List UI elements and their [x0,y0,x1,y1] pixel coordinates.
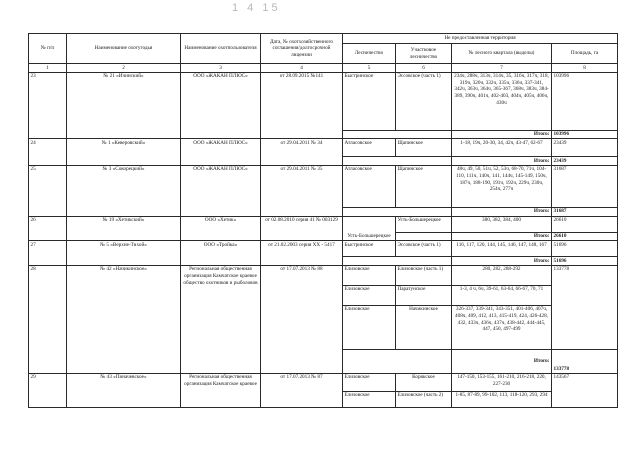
forest-quarters: 147-150, 153-155, 161-210, 216-218, 220, 227-230 [452,373,552,391]
area-value: 143567 [552,373,618,407]
header-area: Площадь, га [552,44,618,64]
hunting-ground-name: № 1 «Кеверовский» [67,139,181,166]
district-forestry: Елизовское (часть 1) [396,265,452,285]
row-number: 24 [29,139,67,166]
agreement-date: от 17.07.2013 № 87 [261,373,343,407]
row-number: 28 [29,265,67,373]
district-forestry: Паратунское [396,285,452,305]
agreement-date: от 29.04.2011 № 34 [261,139,343,166]
col-number: 2 [67,64,181,73]
forest-quarters: 116, 117, 120, 144, 145, 146, 147, 148, 167 [452,241,552,257]
area-value: 23439 [552,139,618,157]
hunting-ground-name: № 3 «Сокорецкий» [67,165,181,216]
forestry: Елизовское [343,391,396,407]
area-value: 31687 [552,165,618,207]
header-num: № п/п [29,34,67,64]
row-number: 26 [29,216,67,241]
header-row-top [29,34,618,44]
total-label: Итого: [452,207,552,216]
total-label: Итого: [452,157,552,166]
table-row [29,216,618,232]
area-value: 26610 [552,216,618,232]
empty-cell [343,130,452,139]
forestry: Елизовское [343,373,396,391]
header-forestry: Лесничество [343,44,396,64]
hunting-user: Региональная общественная организация Камчатское краевое [181,373,261,407]
hunting-user: ООО «Хетик» [181,216,261,241]
header-territory: Не предоставленная территория [343,34,618,44]
header-date: Дата, № охотхозяйственного соглашения/долгосрочной лицензии [261,34,343,64]
col-number: 4 [261,64,343,73]
hunting-grounds-table [28,33,618,408]
total-label: Итого: [452,349,552,373]
forestry: Елизовское [343,285,396,305]
district-forestry: Щапинское [396,139,452,157]
forestry: Усть-Большерецкое [343,216,396,241]
district-forestry: Усть-Большерецкое [396,216,452,232]
total-label: Итого: [452,130,552,139]
district-forestry: Эссовское (часть 1) [396,72,452,130]
district-forestry: Елизовское (часть 2) [396,391,452,407]
hunting-ground-name: № 21 «Ичинский» [67,72,181,139]
district-forestry: Начикинское [396,305,452,349]
header-name: Наименование охотугодья [67,34,181,64]
agreement-date: от 02.08.2010 серия 41 № 003129 [261,216,343,241]
district-forestry: Щапинское [396,165,452,207]
hunting-user: ООО «ЖАКАН ПЛЮС» [181,139,261,166]
col-number: 5 [343,64,396,73]
empty-cell [343,157,452,166]
forest-quarters: 1-85, 87-89, 99-102, 113, 118-120, 293, 294 [452,391,552,407]
column-number-row [29,64,618,73]
col-number: 7 [452,64,552,73]
forestry: Быстринское [343,72,396,130]
table-row [29,241,618,257]
area-value: 133778 [552,265,618,349]
forest-quarters: 1-3, 4 ч, 6ч, 39-61, 63-64, 66-67, 70, 71 [452,285,552,305]
total-value: 51696 [552,257,618,266]
row-number: 25 [29,165,67,216]
row-number: 27 [29,241,67,266]
district-forestry: Корякское [396,373,452,391]
hunting-user: Региональная общественная организация Камчатское краевое общество охотников и рыболовов [181,265,261,373]
header-quarters: № лесного квартала (выделы) [452,44,552,64]
col-number: 8 [552,64,618,73]
empty-cell [343,349,452,373]
agreement-date: от 21.02.2003 серия ХХ - 5417 [261,241,343,266]
col-number: 6 [396,64,452,73]
row-number: 23 [29,72,67,139]
forest-quarters: 380, 382, 384, 400 [452,216,552,232]
area-value: 51696 [552,241,618,257]
row-number: 29 [29,373,67,407]
forest-quarters: 326-337, 339-341, 343-351, 401-406, 407ч, 408ч, 409, 412, 413, 415-419, 424, 426-428, 432, 433ч, 436ч, 437ч, 438-442, 444-445, 447, 450, 497-499 [452,305,552,349]
hunting-user: ООО «ЖАКАН ПЛЮС» [181,72,261,139]
forestry: Атласовское [343,165,396,207]
agreement-date: от 17.07.2013 № 88 [261,265,343,373]
table-row [29,265,618,285]
hunting-ground-name: № 19 «Хетикский» [67,216,181,241]
forestry: Быстринское [343,241,396,257]
total-value: 133778 [552,349,618,373]
total-label: Итого: [452,232,552,241]
table-row [29,165,618,207]
empty-cell [343,207,452,216]
empty-cell [343,257,452,266]
col-number: 1 [29,64,67,73]
col-number: 3 [181,64,261,73]
total-value: 23439 [552,157,618,166]
total-value: 103996 [552,130,618,139]
table-row [29,373,618,391]
page-number-mark: 1 4 15 [232,2,281,14]
header-district: Участковое лесничество [396,44,452,64]
forestry: Елизовское [343,305,396,349]
area-value: 103996 [552,72,618,130]
agreement-date: от 28.09.2015 №141 [261,72,343,139]
total-value: 31687 [552,207,618,216]
district-forestry: Эссовское (часть 1) [396,241,452,257]
forest-quarters: 48ч, 49, 50, 51ч, 52, 53ч, 68-70, 71ч, 104-110, 111ч, 140ч, 141, 144ч, 145-149, 150ч, 187ч, 188-190, 191ч, 192ч, 229ч, 230ч, 254ч, 277ч [452,165,552,207]
hunting-ground-name: № 42 «Начикинское» [67,265,181,373]
forestry: Атласовское [343,139,396,157]
hunting-user: ООО «ЖАКАН ПЛЮС» [181,165,261,216]
hunting-ground-name: № 43 «Пиначевское» [67,373,181,407]
header-user: Наименование охотпользователя [181,34,261,64]
hunting-user: ООО «Тройка» [181,241,261,266]
forestry: Елизовское [343,265,396,285]
forest-quarters: 280, 282, 288-292 [452,265,552,285]
hunting-ground-name: № 5 «Верхне-Тихой» [67,241,181,266]
total-value: 26610 [552,232,618,241]
total-label: Итого: [452,257,552,266]
forest-quarters: 1-18, 19ч, 20-30, 34, 42ч, 43-47, 62-67 [452,139,552,157]
forest-quarters: 234ч, 288ч, 313ч, 314ч, 35, 316ч, 317ч, 318, 319ч, 320ч, 332ч, 335ч, 336ч, 337-341, 342ч, 363ч, 364ч, 365-367, 368ч, 383ч, 384-389, 390ч, 401ч, 402-403, 404ч, 405ч, 406ч, 430ч [452,72,552,130]
empty-cell [396,232,452,241]
agreement-date: от 29.04.2011 № 35 [261,165,343,216]
table-row [29,72,618,130]
table-row [29,139,618,157]
